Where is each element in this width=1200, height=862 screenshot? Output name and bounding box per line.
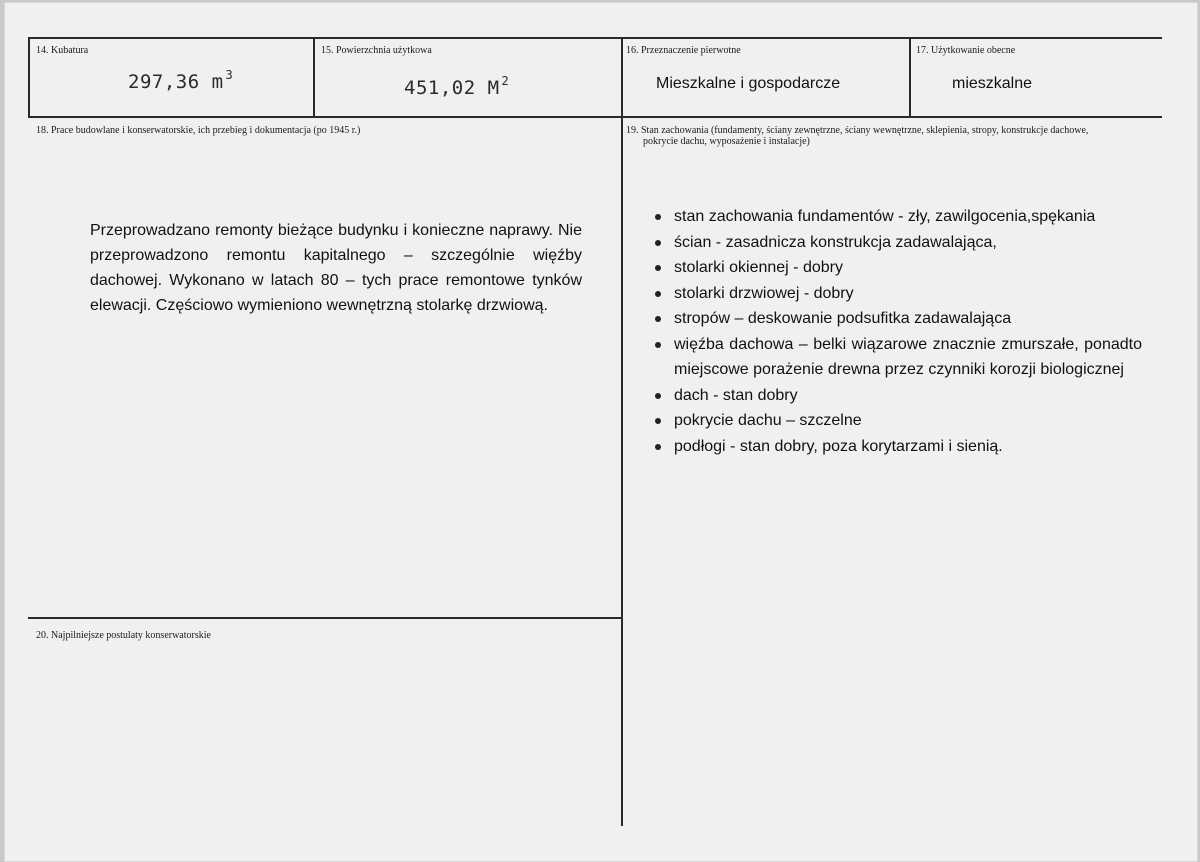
field-15-label: 15. Powierzchnia użytkowa <box>321 45 432 56</box>
field-17-label: 17. Użytkowanie obecne <box>916 45 1016 56</box>
bullet-icon <box>655 265 661 271</box>
field-18-label: 18. Prace budowlane i konserwatorskie, ich przebieg i dokumentacja (po 1945 r.) <box>36 125 361 136</box>
list-item: ścian - zasadnicza konstrukcja zadawalająca, <box>652 230 1142 256</box>
list-item: stropów – deskowanie podsufitka zadawalająca <box>652 306 1142 332</box>
bullet-icon <box>655 444 661 450</box>
column-divider-main <box>621 37 623 826</box>
field-14-label: 14. Kubatura <box>36 45 89 56</box>
field-15-number: 451,02 M <box>404 77 500 99</box>
bullet-icon <box>655 291 661 297</box>
list-item: stolarki okiennej - dobry <box>652 255 1142 281</box>
bullet-icon <box>655 240 661 246</box>
bullet-icon <box>655 316 661 322</box>
bullet-icon <box>655 342 661 348</box>
field-16-label: 16. Przeznaczenie pierwotne <box>626 45 741 56</box>
field-15-unit-exponent: 2 <box>501 74 510 88</box>
field-16-value: Mieszkalne i gospodarcze <box>656 75 841 92</box>
field-14-number: 297,36 m <box>128 71 224 93</box>
field-19-label-line1: 19. Stan zachowania (fundamenty, ściany zewnętrzne, ściany wewnętrzne, sklepienia, stropy, konstrukcje dachowe, <box>626 125 1089 136</box>
top-border-line <box>28 37 1162 39</box>
bullet-icon <box>655 393 661 399</box>
field-15-value <box>404 74 509 99</box>
field-19-condition-list <box>652 204 1142 459</box>
field-20-label: 20. Najpilniejsze postulaty konserwatorskie <box>36 630 211 641</box>
section-divider-line <box>28 617 622 619</box>
row-divider-line <box>28 116 1162 118</box>
list-item: podłogi - stan dobry, poza korytarzami i sienią. <box>652 434 1142 460</box>
bullet-icon <box>655 214 661 220</box>
field-17-value: mieszkalne <box>952 75 1033 92</box>
field-19-label-line2: pokrycie dachu, wyposażenie i instalacje) <box>643 136 810 147</box>
column-divider-16-17 <box>909 37 911 118</box>
field-18-text: Przeprowadzano remonty bieżące budynku i konieczne naprawy. Nie przeprowadzono remontu kapitalnego – szczególnie więźby dachowej. Wykonano w latach 80 – tych prace remontowe tynków elewacji. Częściowo wymieniono wewnętrzną stolarkę drzwiową. <box>90 222 582 314</box>
field-14-value <box>128 68 233 93</box>
column-divider-14-15 <box>313 37 315 118</box>
list-item: stolarki drzwiowej - dobry <box>652 281 1142 307</box>
field-14-unit-exponent: 3 <box>225 68 234 82</box>
list-item: pokrycie dachu – szczelne <box>652 408 1142 434</box>
list-item: więźba dachowa – belki wiązarowe znacznie zmurszałe, ponadto miejscowe porażenie drewna przez czynniki korozji biologicznej <box>652 332 1142 383</box>
list-item: dach - stan dobry <box>652 383 1142 409</box>
list-item: stan zachowania fundamentów - zły, zawilgocenia,spękania <box>652 204 1142 230</box>
left-border-line <box>28 37 30 118</box>
bullet-icon <box>655 418 661 424</box>
